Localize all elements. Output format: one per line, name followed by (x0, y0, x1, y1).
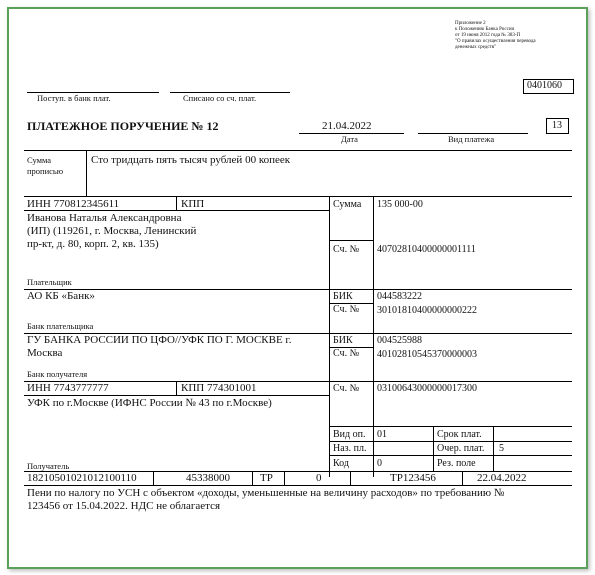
tax-period: 0 (316, 472, 322, 484)
divider (24, 196, 572, 197)
payer-account: 40702810400000001111 (377, 244, 476, 255)
appendix-line: от 19 июня 2012 года № 383-П (455, 33, 521, 38)
date-label: Дата (341, 134, 358, 144)
divider (176, 196, 177, 210)
sum-label: Сумма (333, 199, 362, 210)
order-value: 5 (499, 443, 504, 454)
divider (329, 240, 373, 241)
divider (329, 455, 572, 456)
appendix-line: к Положению Банка России (455, 27, 515, 32)
payee-bank-account-label: Сч. № (333, 348, 360, 359)
order-label: Очер. плат. (437, 443, 485, 454)
tax-basis: ТР (260, 472, 273, 484)
payee-bank-bik-label: БИК (333, 335, 353, 346)
payment-purpose: Пени по налогу по УСН с объектом «доходы, уменьшенные на величину расходов» по требованию № 123456 от 15.04.2022. НДС не облагается (27, 487, 505, 512)
op-type-label: Вид оп. (333, 429, 366, 440)
op-type: 01 (377, 429, 387, 440)
payment-type-label: Вид платежа (448, 134, 495, 144)
divider (153, 471, 154, 485)
divider (350, 471, 351, 485)
appendix-line: "О правилах осуществления перевода (455, 39, 536, 44)
form-code: 0401060 (527, 80, 562, 91)
document-date: 21.04.2022 (322, 120, 372, 132)
divider (176, 381, 177, 395)
tax-kbk: 18210501021012100110 (27, 472, 137, 484)
amount-words-label: Сумма прописью (27, 155, 64, 176)
payee-bank-name: ГУ БАНКА РОССИИ ПО ЦФО//УФК ПО Г. МОСКВЕ г. Москва (27, 334, 292, 359)
reserve-label: Рез. поле (437, 458, 476, 469)
divider (284, 471, 285, 485)
payer-account-label: Сч. № (333, 244, 360, 255)
payer-inn: ИНН 770812345611 (27, 198, 120, 210)
purpose-code-label: Наз. пл. (333, 443, 367, 454)
payer-bank-label: Банк плательщика (27, 321, 94, 331)
payee-bank-label: Банк получателя (27, 369, 88, 379)
appendix-line: Приложение 2 (455, 21, 486, 26)
payer-kpp: КПП (181, 198, 205, 210)
payee-name: УФК по г.Москве (ИФНС России № 43 по г.Москве) (27, 397, 272, 409)
divider (24, 395, 329, 396)
debited-label: Списано со сч. плат. (183, 93, 257, 103)
payer-bank-bik: 044583222 (377, 291, 422, 302)
divider (329, 441, 572, 442)
code-value: 0 (377, 458, 382, 469)
payee-account: 03100643000000017300 (377, 383, 477, 394)
payer-name: Иванова Наталья Александровна (ИП) (119261, г. Москва, Ленинский пр-кт, д. 80, корп. 2, кв. 135) (27, 212, 197, 250)
divider (433, 426, 434, 471)
divider (86, 150, 87, 196)
payee-bank-account: 40102810545370000003 (377, 349, 477, 360)
payee-label: Получатель (27, 461, 70, 471)
due-label: Срок плат. (437, 429, 482, 440)
payee-kpp: КПП 774301001 (181, 382, 257, 394)
payee-account-label: Сч. № (333, 383, 360, 394)
divider (24, 289, 572, 290)
divider (462, 471, 463, 485)
divider (373, 196, 374, 477)
divider (24, 210, 329, 211)
payer-bank-name: АО КБ «Банк» (27, 290, 95, 302)
payee-inn: ИНН 7743777777 (27, 382, 109, 394)
form-code-box (523, 79, 574, 94)
tax-doc-date: 22.04.2022 (477, 472, 527, 484)
code-label: Код (333, 458, 349, 469)
received-label: Поступ. в банк плат. (37, 93, 111, 103)
payer-bank-account: 30101810400000000222 (377, 305, 477, 316)
appendix-line: денежных средств" (455, 45, 497, 50)
status-code-box (546, 118, 569, 134)
status-code: 13 (552, 120, 562, 131)
payer-bank-account-label: Сч. № (333, 304, 360, 315)
document-title: ПЛАТЕЖНОЕ ПОРУЧЕНИЕ № 12 (27, 119, 219, 133)
payee-bank-bik: 004525988 (377, 335, 422, 346)
divider (252, 471, 253, 485)
divider (493, 426, 494, 471)
divider (329, 426, 572, 427)
payer-label: Плательщик (27, 277, 72, 287)
payer-bank-bik-label: БИК (333, 291, 353, 302)
amount-words-value: Сто тридцать пять тысяч рублей 00 копеек (91, 154, 291, 166)
divider (329, 196, 330, 477)
divider (24, 485, 572, 486)
appendix-note (455, 21, 536, 51)
tax-oktmo: 45338000 (186, 472, 230, 484)
payment-sum: 135 000-00 (377, 199, 423, 210)
divider (24, 150, 572, 151)
tax-doc-number: ТР123456 (390, 472, 436, 484)
